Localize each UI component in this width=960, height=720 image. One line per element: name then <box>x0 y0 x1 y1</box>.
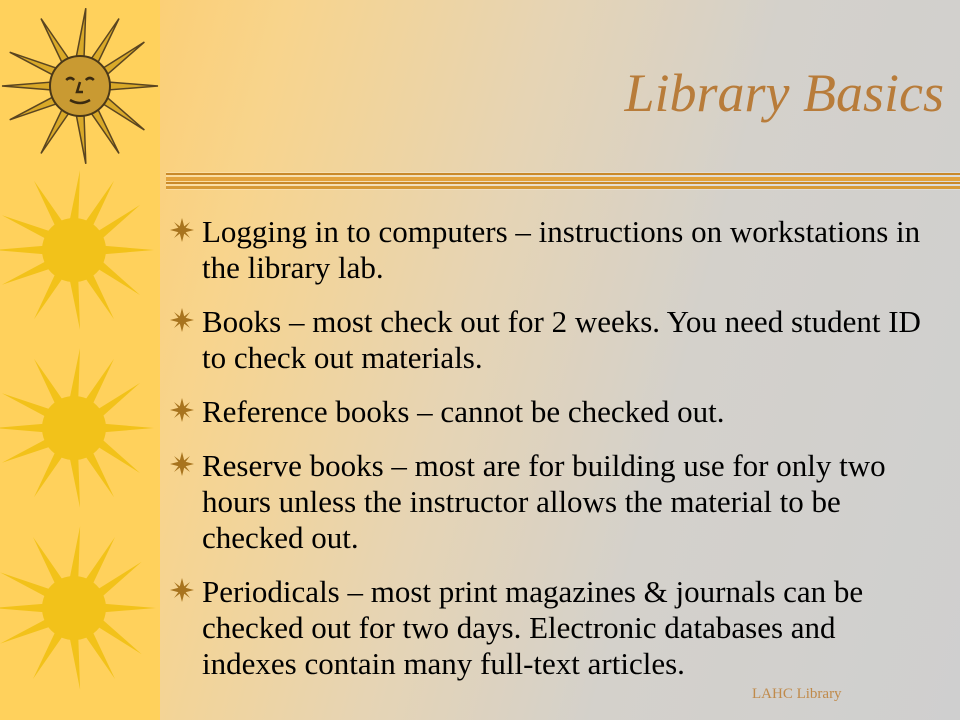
sun-icon <box>0 526 156 690</box>
star-bullet-icon <box>170 452 194 476</box>
star-bullet-icon <box>170 578 194 602</box>
sun-icon <box>0 170 154 330</box>
bullet-text: Reserve books – most are for building use for only two hours unless the instructor allows the material to be checked out. <box>202 448 886 555</box>
sun-decorations <box>0 0 160 720</box>
decorative-sidebar <box>0 0 160 720</box>
bullet-item <box>166 394 926 430</box>
title-divider <box>166 172 960 190</box>
bullet-text: Books – most check out for 2 weeks. You need student ID to check out materials. <box>202 304 921 375</box>
bullet-item <box>166 304 926 376</box>
star-bullet-icon <box>170 398 194 422</box>
bullet-text: Periodicals – most print magazines & journals can be checked out for two days. Electronic databases and indexes contain many full-text articles. <box>202 574 864 681</box>
star-bullet-icon <box>170 218 194 242</box>
bullet-item <box>166 574 926 682</box>
bullet-item <box>166 214 926 286</box>
footer-label: LAHC Library <box>752 686 842 702</box>
bullet-item <box>166 448 926 556</box>
bullet-text: Logging in to computers – instructions on workstations in the library lab. <box>202 214 921 285</box>
bullet-list <box>166 214 926 700</box>
bullet-text: Reference books – cannot be checked out. <box>202 394 725 429</box>
slide-title: Library Basics <box>624 63 944 123</box>
sun-icon <box>0 348 154 508</box>
sun-face-icon <box>2 8 158 164</box>
star-bullet-icon <box>170 308 194 332</box>
